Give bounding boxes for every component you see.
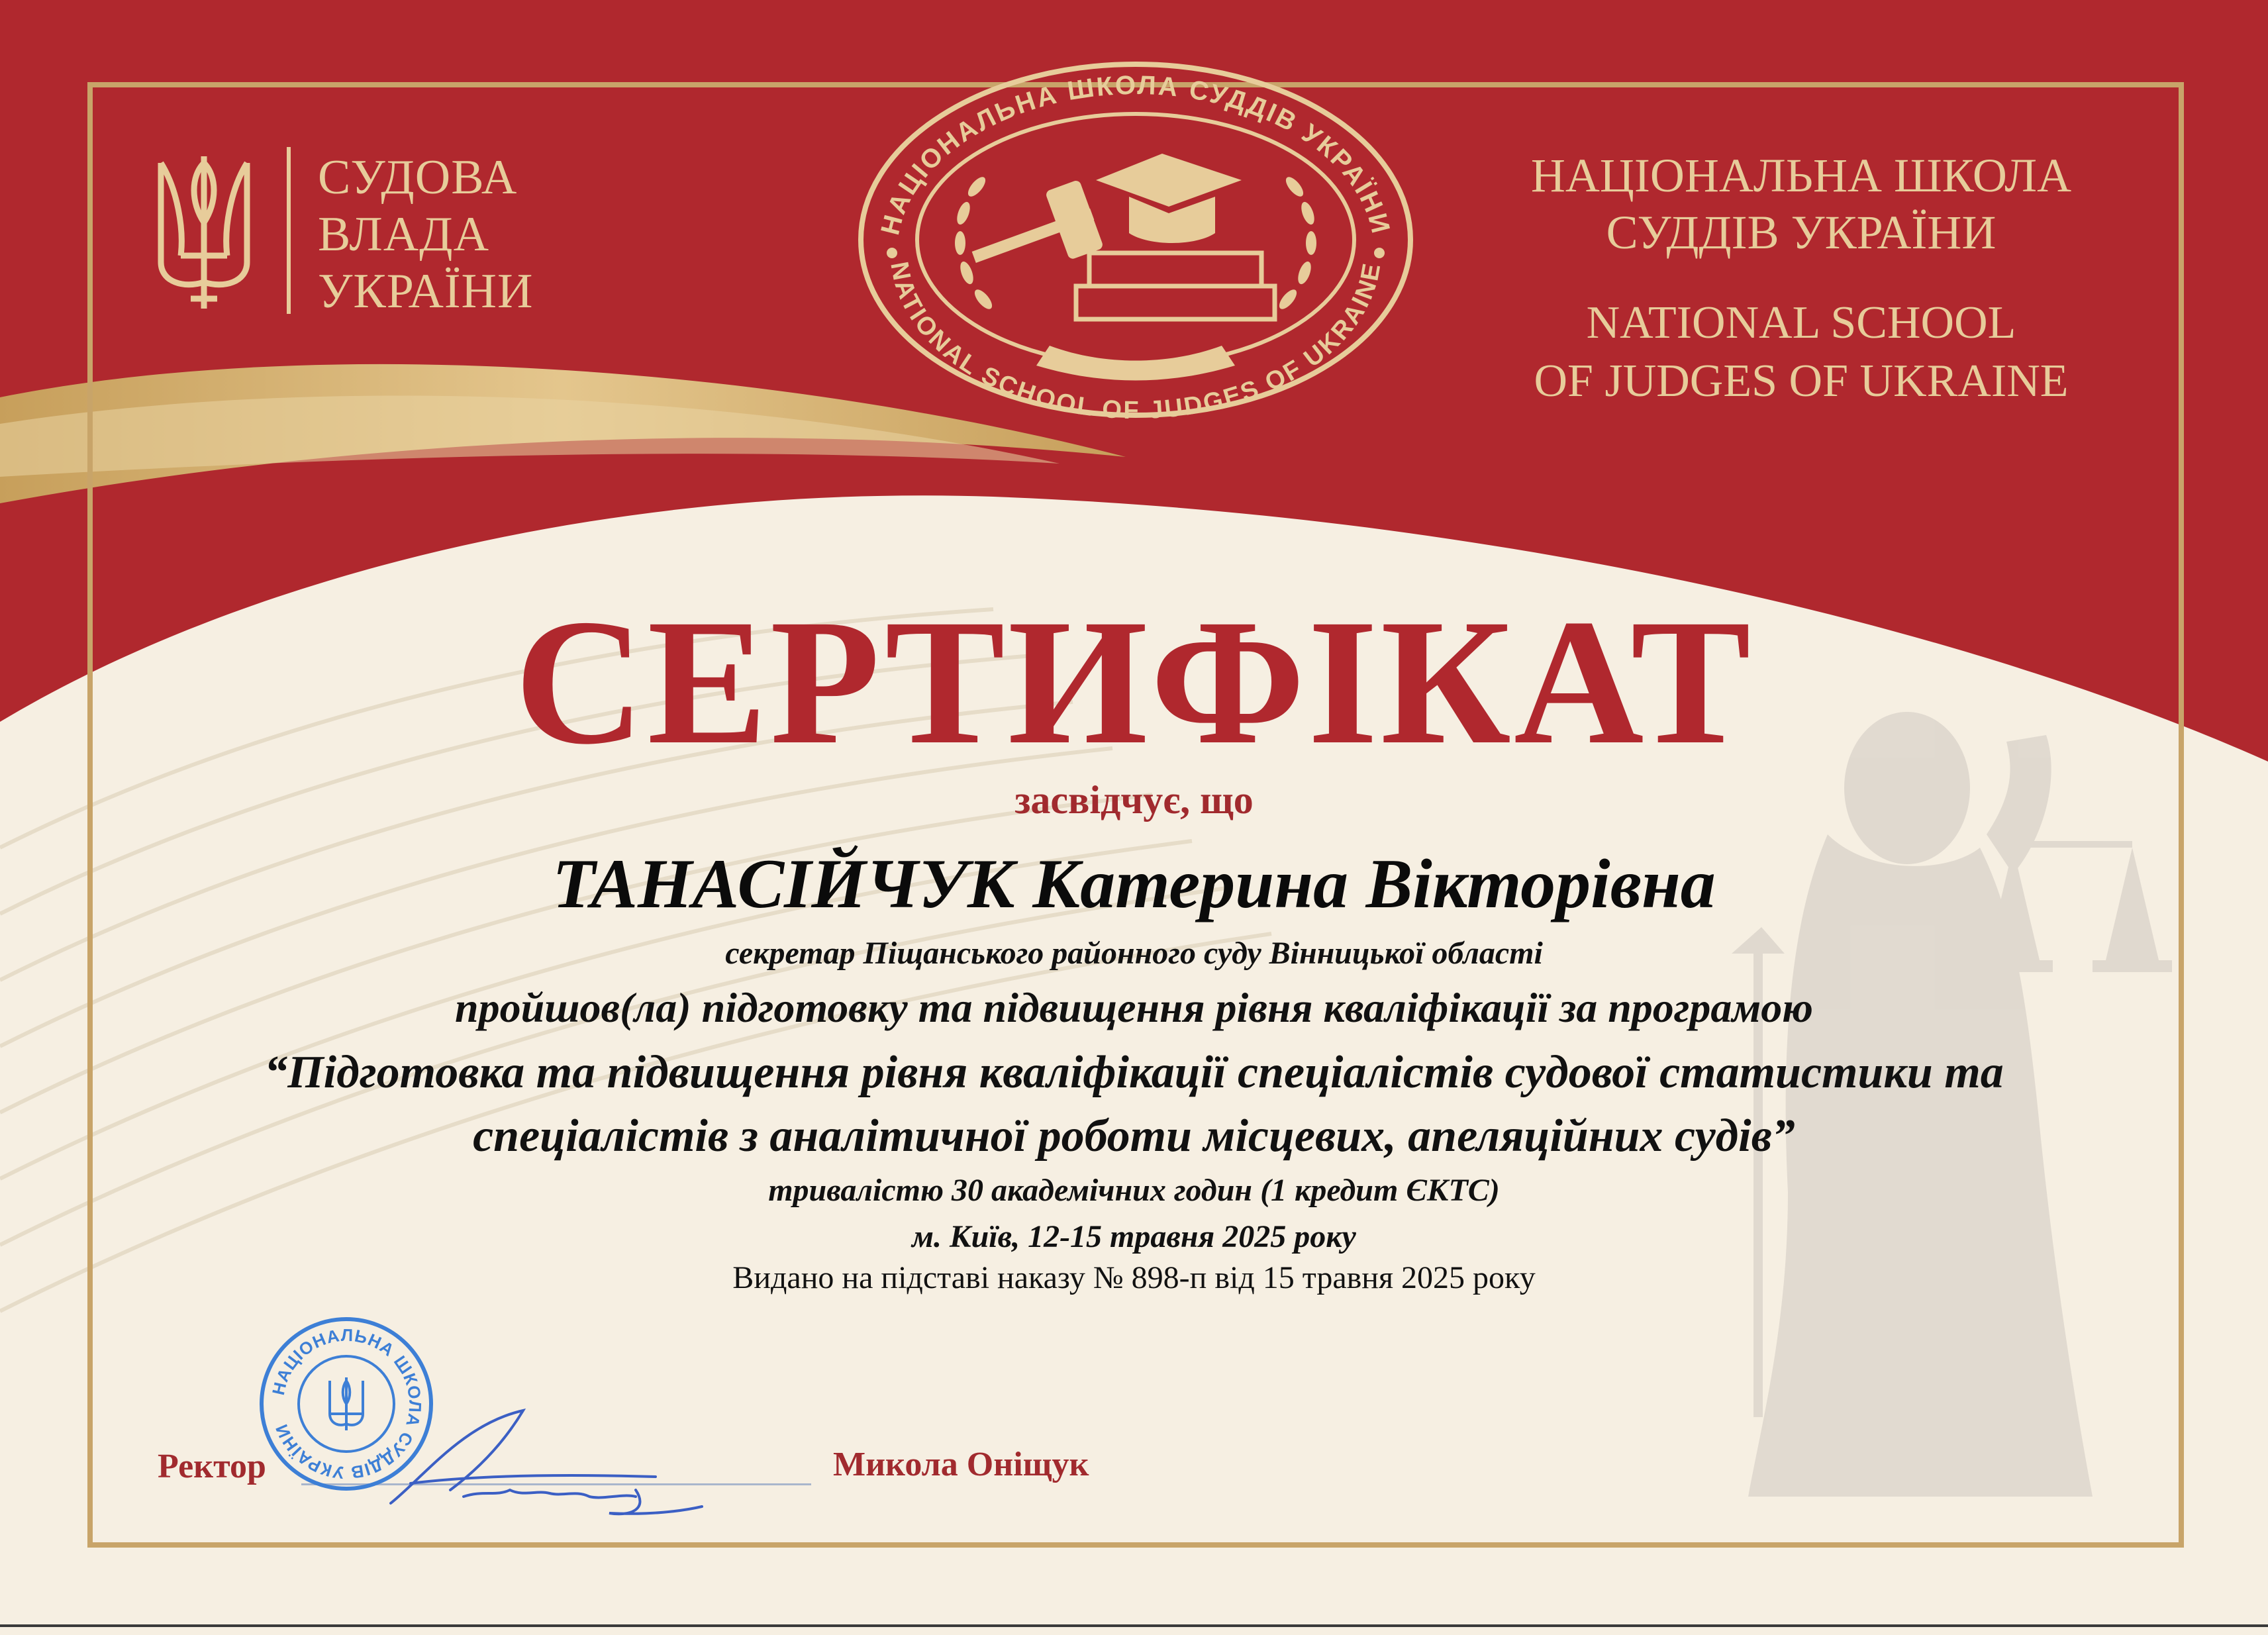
stamp-trident-icon xyxy=(330,1377,363,1430)
program-title-line-2: спеціалістів з аналітичної роботи місцевих, апеляційних судів” xyxy=(473,1111,1795,1162)
rector-name: Микола Оніщук xyxy=(833,1446,1089,1483)
emblem-top-text: НАЦІОНАЛЬНА ШКОЛА СУДДІВ УКРАЇНИ xyxy=(875,70,1396,238)
certifies-text: засвідчує, що xyxy=(1014,778,1254,822)
rector-label: Ректор xyxy=(158,1448,266,1485)
left-org-line-2: ВЛАДА xyxy=(318,207,490,262)
recipient-position: секретар Піщанського районного суду Вінницької області xyxy=(725,936,1543,971)
program-title-line-1: “Підготовка та підвищення рівня кваліфікації спеціалістів судової статистики та xyxy=(264,1047,2004,1098)
completed-text: пройшов(ла) підготовку та підвищення рівня кваліфікації за програмою xyxy=(455,984,1813,1031)
right-org-ua-line-2: СУДДІВ УКРАЇНИ xyxy=(1606,206,1997,259)
right-org-name-en xyxy=(1444,294,2159,411)
trident-icon xyxy=(151,150,257,315)
course-duration: тривалістю 30 академічних годин (1 кредит ЄКТС) xyxy=(768,1173,1500,1208)
header-divider xyxy=(287,147,291,314)
school-emblem-seal xyxy=(851,54,1420,425)
issued-basis: Видано на підставі наказу № 898-п від 15 травня 2025 року xyxy=(732,1260,1536,1295)
stamp-text: НАЦІОНАЛЬНА ШКОЛА СУДДІВ УКРАЇНИ xyxy=(268,1324,426,1483)
certificate-title: СЕРТИФІКАТ xyxy=(515,582,1753,781)
recipient-name: ТАНАСІЙЧУК Катерина Вікторівна xyxy=(552,845,1716,922)
left-org-name xyxy=(318,149,596,320)
rector-signature xyxy=(371,1397,715,1523)
emblem-bottom-text: NATIONAL SCHOOL OF JUDGES OF UKRAINE xyxy=(885,259,1387,425)
left-org-line-1: СУДОВА xyxy=(318,150,518,205)
place-and-date: м. Київ, 12-15 травня 2025 року xyxy=(912,1219,1356,1254)
right-org-ua-line-1: НАЦІОНАЛЬНА ШКОЛА xyxy=(1530,149,2072,202)
right-org-en-line-2: OF JUDGES OF UKRAINE xyxy=(1534,356,2069,407)
right-org-en-line-1: NATIONAL SCHOOL xyxy=(1586,297,2016,348)
left-org-line-3: УКРАЇНИ xyxy=(318,264,534,319)
right-org-name-ua xyxy=(1444,147,2159,261)
